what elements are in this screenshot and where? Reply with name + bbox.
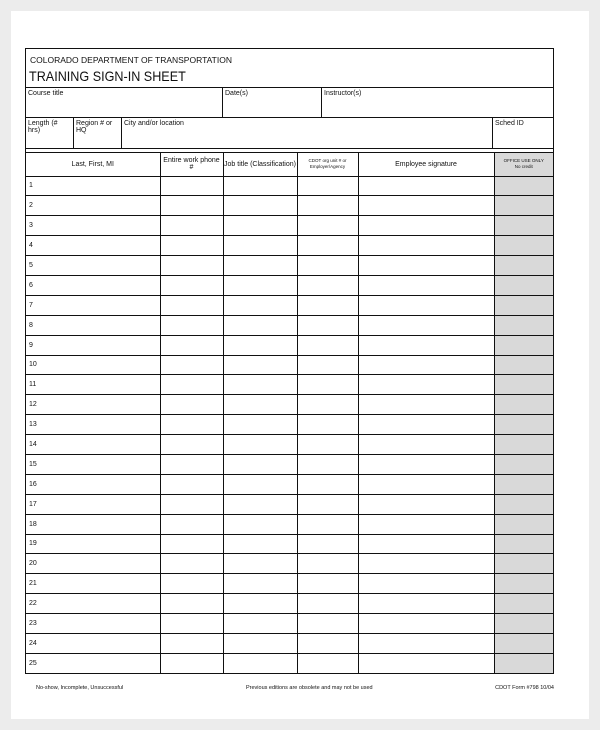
signature-cell[interactable] (358, 454, 494, 474)
office-use-cell[interactable] (494, 196, 553, 216)
job-title-cell[interactable] (223, 494, 297, 514)
office-use-cell[interactable] (494, 335, 553, 355)
name-cell[interactable] (26, 534, 160, 554)
job-title-cell[interactable] (223, 614, 297, 634)
table-row (26, 614, 553, 634)
job-title-cell[interactable] (223, 216, 297, 236)
job-title-cell[interactable] (223, 633, 297, 653)
job-title-cell[interactable] (223, 256, 297, 276)
signature-cell[interactable] (358, 574, 494, 594)
table-row (26, 196, 553, 216)
name-cell[interactable] (26, 176, 160, 196)
signature-cell[interactable] (358, 614, 494, 634)
table-row (26, 256, 553, 276)
table-row (26, 554, 553, 574)
office-use-cell[interactable] (494, 256, 553, 276)
signature-cell[interactable] (358, 514, 494, 534)
signature-cell[interactable] (358, 534, 494, 554)
row-number: 9 (29, 341, 33, 349)
org-unit-cell[interactable] (297, 196, 358, 216)
signature-cell[interactable] (358, 335, 494, 355)
job-title-cell[interactable] (223, 355, 297, 375)
footer-form-number: CDOT Form #798 10/04 (495, 685, 554, 691)
phone-cell[interactable] (160, 554, 223, 574)
course-title-field[interactable]: Course title (26, 88, 223, 117)
office-use-cell[interactable] (494, 633, 553, 653)
col-header-signature: Employee signature (358, 153, 494, 176)
signature-cell[interactable] (358, 435, 494, 455)
job-title-cell[interactable] (223, 554, 297, 574)
org-unit-cell[interactable] (297, 633, 358, 653)
table-row (26, 653, 553, 673)
job-title-cell[interactable] (223, 315, 297, 335)
org-unit-cell[interactable] (297, 216, 358, 236)
table-row (26, 295, 553, 315)
office-use-cell[interactable] (494, 474, 553, 494)
table-row (26, 633, 553, 653)
form-header (26, 49, 553, 88)
signature-cell[interactable] (358, 355, 494, 375)
table-row (26, 594, 553, 614)
signature-cell[interactable] (358, 256, 494, 276)
name-cell[interactable] (26, 614, 160, 634)
signature-cell[interactable] (358, 633, 494, 653)
org-unit-cell[interactable] (297, 653, 358, 673)
table-row (26, 494, 553, 514)
table-row (26, 514, 553, 534)
job-title-cell[interactable] (223, 275, 297, 295)
phone-cell[interactable] (160, 653, 223, 673)
org-unit-cell[interactable] (297, 554, 358, 574)
row-number: 6 (29, 281, 33, 289)
office-use-cell[interactable] (494, 295, 553, 315)
job-title-cell[interactable] (223, 594, 297, 614)
name-cell[interactable] (26, 594, 160, 614)
phone-cell[interactable] (160, 474, 223, 494)
office-use-cell[interactable] (494, 355, 553, 375)
phone-cell[interactable] (160, 335, 223, 355)
office-use-cell[interactable] (494, 574, 553, 594)
phone-cell[interactable] (160, 375, 223, 395)
phone-cell[interactable] (160, 514, 223, 534)
table-row (26, 574, 553, 594)
col-header-job-title: Job title (Classification) (223, 153, 297, 176)
row-number: 1 (29, 182, 33, 190)
row-number: 23 (29, 620, 37, 628)
table-row (26, 454, 553, 474)
course-info-row (26, 88, 553, 118)
job-title-cell[interactable] (223, 236, 297, 256)
signature-cell[interactable] (358, 554, 494, 574)
org-unit-cell[interactable] (297, 534, 358, 554)
signature-cell[interactable] (358, 395, 494, 415)
name-cell[interactable] (26, 236, 160, 256)
name-cell[interactable] (26, 514, 160, 534)
row-number: 15 (29, 460, 37, 468)
phone-cell[interactable] (160, 594, 223, 614)
phone-cell[interactable] (160, 236, 223, 256)
office-use-cell[interactable] (494, 594, 553, 614)
name-cell[interactable] (26, 335, 160, 355)
org-unit-cell[interactable] (297, 454, 358, 474)
row-number: 16 (29, 480, 37, 488)
row-number: 4 (29, 242, 33, 250)
job-title-cell[interactable] (223, 415, 297, 435)
signature-cell[interactable] (358, 295, 494, 315)
office-use-cell[interactable] (494, 176, 553, 196)
table-header-row (26, 153, 553, 176)
phone-cell[interactable] (160, 415, 223, 435)
job-title-cell[interactable] (223, 514, 297, 534)
row-number: 12 (29, 401, 37, 409)
sign-in-table (26, 153, 553, 673)
office-use-cell[interactable] (494, 454, 553, 474)
office-use-label: OFFICE USE ONLY (503, 158, 544, 164)
name-cell[interactable] (26, 315, 160, 335)
office-use-cell[interactable] (494, 534, 553, 554)
job-title-cell[interactable] (223, 335, 297, 355)
office-use-cell[interactable] (494, 614, 553, 634)
row-number: 8 (29, 321, 33, 329)
table-row (26, 176, 553, 196)
row-number: 7 (29, 301, 33, 309)
name-cell[interactable] (26, 216, 160, 236)
signature-cell[interactable] (358, 275, 494, 295)
name-cell[interactable] (26, 256, 160, 276)
row-number: 3 (29, 222, 33, 230)
instructors-field[interactable]: Instructor(s) (324, 90, 362, 97)
org-unit-cell[interactable] (297, 494, 358, 514)
org-unit-cell[interactable] (297, 435, 358, 455)
org-unit-cell[interactable] (297, 395, 358, 415)
no-credit-label: No credit (514, 164, 533, 170)
org-unit-cell[interactable] (297, 474, 358, 494)
signature-cell[interactable] (358, 653, 494, 673)
org-unit-cell[interactable] (297, 355, 358, 375)
phone-cell[interactable] (160, 574, 223, 594)
org-unit-cell[interactable] (297, 415, 358, 435)
org-unit-cell[interactable] (297, 375, 358, 395)
row-number: 14 (29, 441, 37, 449)
name-cell[interactable] (26, 574, 160, 594)
office-use-cell[interactable] (494, 653, 553, 673)
table-row (26, 315, 553, 335)
org-unit-cell[interactable] (297, 614, 358, 634)
job-title-cell[interactable] (223, 196, 297, 216)
row-number: 22 (29, 600, 37, 608)
job-title-cell[interactable] (223, 534, 297, 554)
name-cell[interactable] (26, 355, 160, 375)
signature-cell[interactable] (358, 474, 494, 494)
city-location-field[interactable]: City and/or location (122, 118, 493, 148)
org-unit-cell[interactable] (297, 594, 358, 614)
job-title-cell[interactable] (223, 454, 297, 474)
name-cell[interactable] (26, 633, 160, 653)
office-use-cell[interactable] (494, 494, 553, 514)
org-unit-cell[interactable] (297, 176, 358, 196)
col-header-office-use (494, 153, 553, 176)
phone-cell[interactable] (160, 534, 223, 554)
row-number: 17 (29, 500, 37, 508)
office-use-cell[interactable] (494, 315, 553, 335)
table-row (26, 355, 553, 375)
office-use-cell[interactable] (494, 275, 553, 295)
office-use-cell[interactable] (494, 514, 553, 534)
table-row (26, 395, 553, 415)
footer-obsolete-note: Previous editions are obsolete and may not be used (246, 685, 373, 691)
org-unit-cell[interactable] (297, 256, 358, 276)
row-number: 20 (29, 560, 37, 568)
table-row (26, 236, 553, 256)
office-use-cell[interactable] (494, 395, 553, 415)
name-cell[interactable] (26, 653, 160, 673)
phone-cell[interactable] (160, 216, 223, 236)
signature-cell[interactable] (358, 315, 494, 335)
org-unit-cell[interactable] (297, 236, 358, 256)
row-number: 25 (29, 660, 37, 668)
phone-cell[interactable] (160, 176, 223, 196)
table-row (26, 335, 553, 355)
signature-cell[interactable] (358, 216, 494, 236)
name-cell[interactable] (26, 295, 160, 315)
phone-cell[interactable] (160, 295, 223, 315)
row-number: 2 (29, 202, 33, 210)
name-cell[interactable] (26, 375, 160, 395)
location-info-row (26, 118, 553, 149)
signature-cell[interactable] (358, 415, 494, 435)
phone-cell[interactable] (160, 196, 223, 216)
name-cell[interactable] (26, 474, 160, 494)
row-number: 19 (29, 540, 37, 548)
name-cell[interactable] (26, 415, 160, 435)
name-cell[interactable] (26, 494, 160, 514)
org-unit-cell[interactable] (297, 335, 358, 355)
org-unit-cell[interactable] (297, 275, 358, 295)
dates-field[interactable]: Date(s) (223, 88, 322, 117)
table-row (26, 474, 553, 494)
org-unit-cell[interactable] (297, 574, 358, 594)
name-cell[interactable] (26, 395, 160, 415)
row-number: 13 (29, 421, 37, 429)
phone-cell[interactable] (160, 633, 223, 653)
table-row (26, 216, 553, 236)
form-footer (36, 685, 554, 695)
length-field[interactable]: Length (# hrs) (26, 118, 74, 148)
phone-cell[interactable] (160, 315, 223, 335)
table-body (26, 176, 553, 673)
org-unit-cell[interactable] (297, 514, 358, 534)
signature-cell[interactable] (358, 236, 494, 256)
phone-cell[interactable] (160, 454, 223, 474)
table-row (26, 435, 553, 455)
signature-cell[interactable] (358, 196, 494, 216)
office-use-cell[interactable] (494, 435, 553, 455)
name-cell[interactable] (26, 196, 160, 216)
job-title-cell[interactable] (223, 474, 297, 494)
phone-cell[interactable] (160, 355, 223, 375)
name-cell[interactable] (26, 435, 160, 455)
sched-id-field[interactable]: Sched ID (495, 120, 524, 127)
department-name: COLORADO DEPARTMENT OF TRANSPORTATION (30, 55, 232, 65)
form-title: TRAINING SIGN-IN SHEET (29, 68, 186, 84)
table-row (26, 415, 553, 435)
signature-cell[interactable] (358, 176, 494, 196)
row-number: 24 (29, 639, 37, 647)
phone-cell[interactable] (160, 395, 223, 415)
col-header-name: Last, First, MI (26, 153, 160, 176)
name-cell[interactable] (26, 454, 160, 474)
office-use-cell[interactable] (494, 375, 553, 395)
job-title-cell[interactable] (223, 435, 297, 455)
table-row (26, 275, 553, 295)
office-use-cell[interactable] (494, 236, 553, 256)
signature-cell[interactable] (358, 494, 494, 514)
phone-cell[interactable] (160, 275, 223, 295)
name-cell[interactable] (26, 554, 160, 574)
signature-cell[interactable] (358, 375, 494, 395)
row-number: 11 (29, 381, 37, 389)
table-row (26, 534, 553, 554)
org-unit-cell[interactable] (297, 315, 358, 335)
sign-in-form (25, 48, 554, 674)
job-title-cell[interactable] (223, 176, 297, 196)
office-use-cell[interactable] (494, 216, 553, 236)
phone-cell[interactable] (160, 435, 223, 455)
phone-cell[interactable] (160, 256, 223, 276)
row-number: 18 (29, 520, 37, 528)
row-number: 10 (29, 361, 37, 369)
phone-cell[interactable] (160, 494, 223, 514)
row-number: 21 (29, 580, 37, 588)
job-title-cell[interactable] (223, 375, 297, 395)
col-header-org-unit: CDOT org unit # or Employer/Agency (297, 153, 358, 176)
org-unit-cell[interactable] (297, 295, 358, 315)
footer-left-note: No-show, Incomplete, Unsuccessful (36, 685, 124, 691)
office-use-cell[interactable] (494, 554, 553, 574)
job-title-cell[interactable] (223, 395, 297, 415)
signature-cell[interactable] (358, 594, 494, 614)
phone-cell[interactable] (160, 614, 223, 634)
table-row (26, 375, 553, 395)
job-title-cell[interactable] (223, 574, 297, 594)
job-title-cell[interactable] (223, 295, 297, 315)
name-cell[interactable] (26, 275, 160, 295)
col-header-phone: Entire work phone # (160, 153, 223, 176)
job-title-cell[interactable] (223, 653, 297, 673)
row-number: 5 (29, 262, 33, 269)
region-field[interactable]: Region # or HQ (74, 118, 122, 148)
office-use-cell[interactable] (494, 415, 553, 435)
